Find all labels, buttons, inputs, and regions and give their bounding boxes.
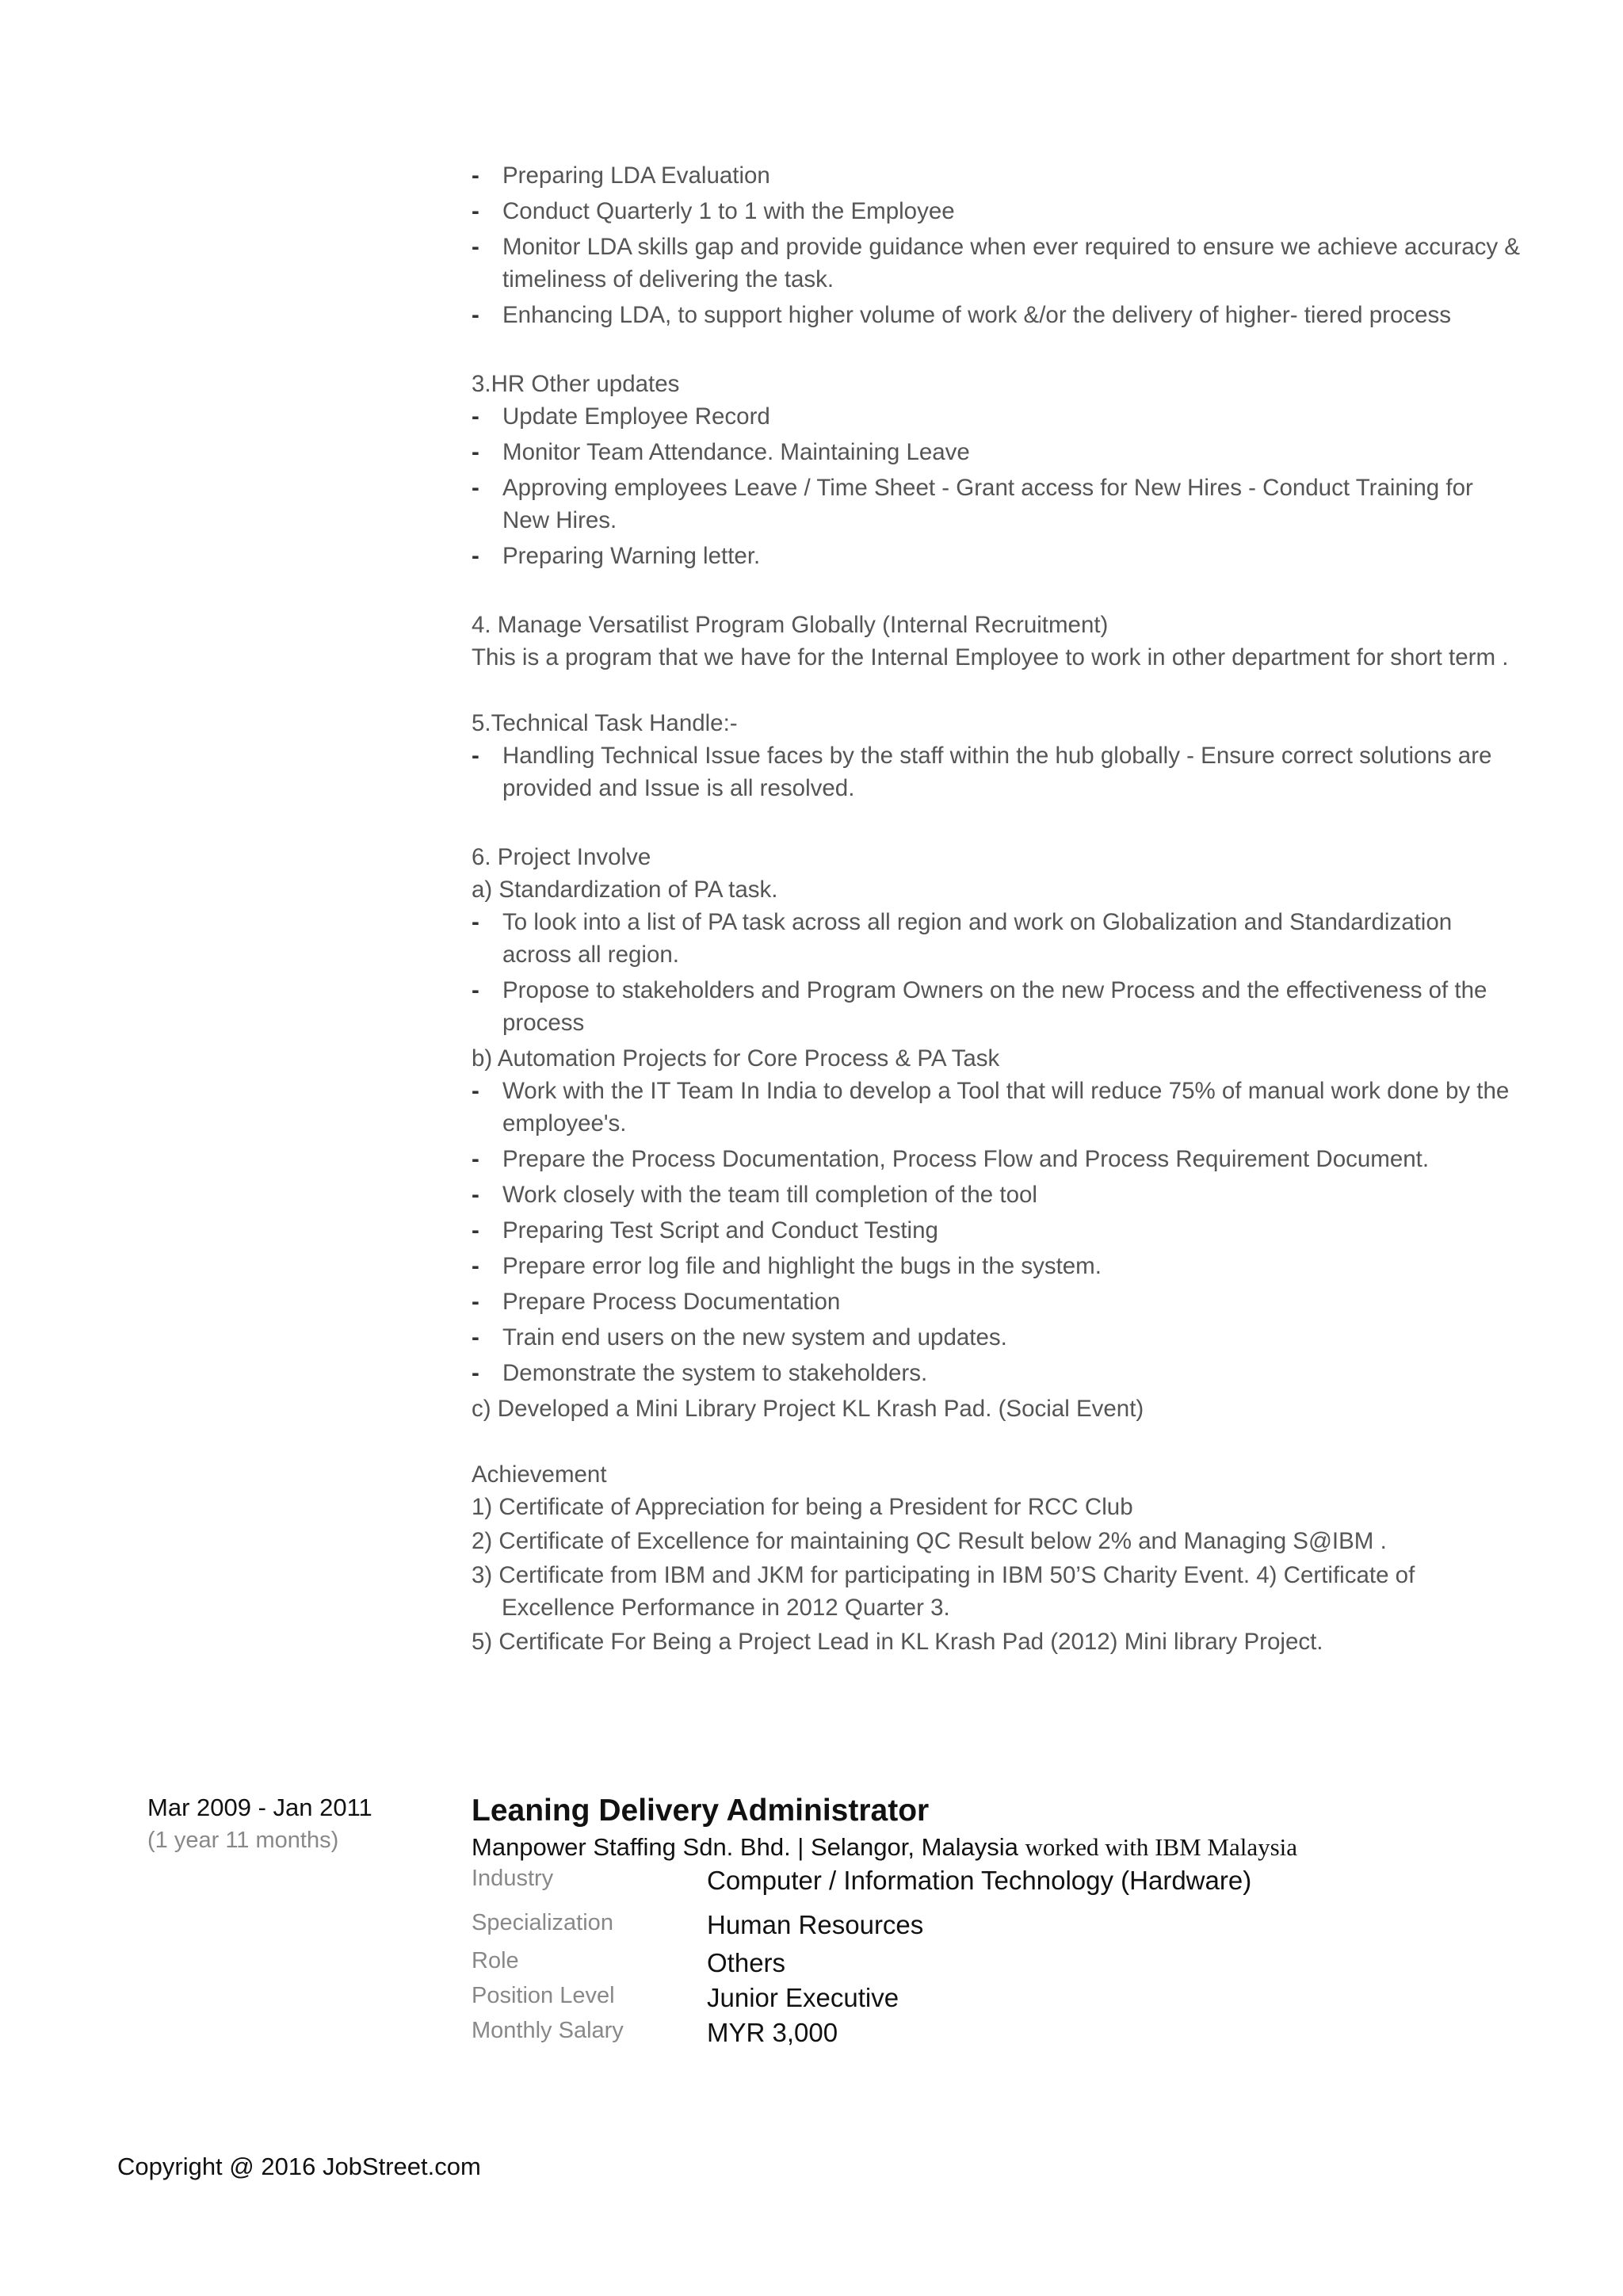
resume-content [472, 159, 1526, 1660]
project-sub-a: a) Standardization of PA task. [472, 877, 778, 903]
project-sub-b: b) Automation Projects for Core Process & PA Task [472, 1045, 1000, 1072]
versatilist-description: This is a program that we have for the Internal Employee to work in other department for short term . [472, 644, 1509, 670]
versatilist-heading: 4. Manage Versatilist Program Globally (Internal Recruitment) [472, 612, 1109, 638]
list-item: - Work with the IT Team In India to develop a Tool that will reduce 75% of manual work done by the employee's. [472, 1078, 1510, 1137]
detail-label: Role [472, 1948, 519, 1973]
technical-heading: 5.Technical Task Handle:- [472, 710, 738, 736]
detail-value: Junior Executive [707, 1983, 899, 2012]
list-item: - Prepare the Process Documentation, Process Flow and Process Requirement Document. [472, 1146, 1430, 1172]
job-company-note: worked with IBM Malaysia [1025, 1833, 1298, 1861]
list-item: 5) Certificate For Being a Project Lead in KL Krash Pad (2012) Mini library Project. [472, 1629, 1323, 1655]
detail-row-position [472, 1983, 1251, 2018]
detail-row-industry [472, 1866, 1251, 1910]
technical-list [472, 739, 1526, 804]
detail-value: Others [707, 1948, 786, 1977]
detail-row-role [472, 1948, 1251, 1983]
project-heading: 6. Project Involve [472, 844, 651, 870]
list-item: 1) Certificate of Appreciation for being a President for RCC Club [472, 1494, 1133, 1520]
list-item: - Monitor LDA skills gap and provide guidance when ever required to ensure we achieve accuracy & timeliness of delivering the task. [472, 234, 1520, 292]
list-item: - Conduct Quarterly 1 to 1 with the Employee [472, 198, 955, 224]
list-item: - Monitor Team Attendance. Maintaining Leave [472, 439, 970, 465]
list-item: - Propose to stakeholders and Program Owners on the new Process and the effectiveness of the process [472, 977, 1487, 1036]
detail-value: Human Resources [707, 1910, 924, 1939]
detail-label: Position Level [472, 1983, 615, 2008]
job-details [472, 1791, 1581, 2053]
detail-label: Monthly Salary [472, 2018, 624, 2043]
list-item: - Update Employee Record [472, 403, 770, 430]
job-title: Leaning Delivery Administrator [472, 1794, 930, 1828]
detail-value: Computer / Information Technology (Hardware) [707, 1866, 1252, 1895]
list-item: - Work closely with the team till completion of the tool [472, 1182, 1037, 1208]
list-item: - Enhancing LDA, to support higher volume of work &/or the delivery of higher- tiered process [472, 302, 1452, 328]
detail-label: Industry [472, 1866, 554, 1891]
list-item: - Handling Technical Issue faces by the staff within the hub globally - Ensure correct solutions are provided and Issue is all resolved. [472, 743, 1492, 801]
list-item: - Preparing Test Script and Conduct Testing [472, 1217, 938, 1244]
list-item: - Preparing Warning letter. [472, 543, 761, 569]
job-detail-table [472, 1866, 1251, 2053]
project-a-list [472, 906, 1526, 1039]
project-b-list [472, 1075, 1526, 1389]
list-item: - Demonstrate the system to stakeholders. [472, 1360, 928, 1386]
list-item: - Prepare Process Documentation [472, 1289, 841, 1315]
list-item: 2) Certificate of Excellence for maintaining QC Result below 2% and Managing S@IBM . [472, 1528, 1387, 1554]
list-item: - To look into a list of PA task across all region and work on Globalization and Standardization across all region. [472, 909, 1453, 968]
hr-updates-heading: 3.HR Other updates [472, 371, 680, 397]
list-item: - Prepare error log file and highlight the bugs in the system. [472, 1253, 1102, 1279]
achievement-list [472, 1491, 1526, 1658]
project-sub-c: c) Developed a Mini Library Project KL Krash Pad. (Social Event) [472, 1396, 1144, 1422]
detail-row-salary [472, 2018, 1251, 2053]
lda-task-list [472, 159, 1526, 331]
detail-value: MYR 3,000 [707, 2018, 838, 2047]
job-company: Manpower Staffing Sdn. Bhd. | Selangor, Malaysia worked with IBM Malaysia [472, 1833, 1298, 1861]
list-item: - Approving employees Leave / Time Sheet - Grant access for New Hires - Conduct Training for New Hires. [472, 475, 1473, 533]
detail-label: Specialization [472, 1910, 613, 1935]
achievement-heading: Achievement [472, 1461, 607, 1488]
copyright-footer: Copyright @ 2016 JobStreet.com [117, 2153, 481, 2180]
detail-row-specialization [472, 1910, 1251, 1948]
job-duration: (1 year 11 months) [147, 1828, 339, 1853]
hr-updates-list [472, 400, 1526, 572]
list-item: - Preparing LDA Evaluation [472, 162, 770, 189]
list-item: 3) Certificate from IBM and JKM for participating in IBM 50’S Charity Event. 4) Certificate of Excellence Performance in 2012 Quarter 3. [472, 1562, 1415, 1621]
list-item: - Train end users on the new system and updates. [472, 1324, 1007, 1350]
job-date-range: Mar 2009 - Jan 2011 [147, 1794, 372, 1821]
